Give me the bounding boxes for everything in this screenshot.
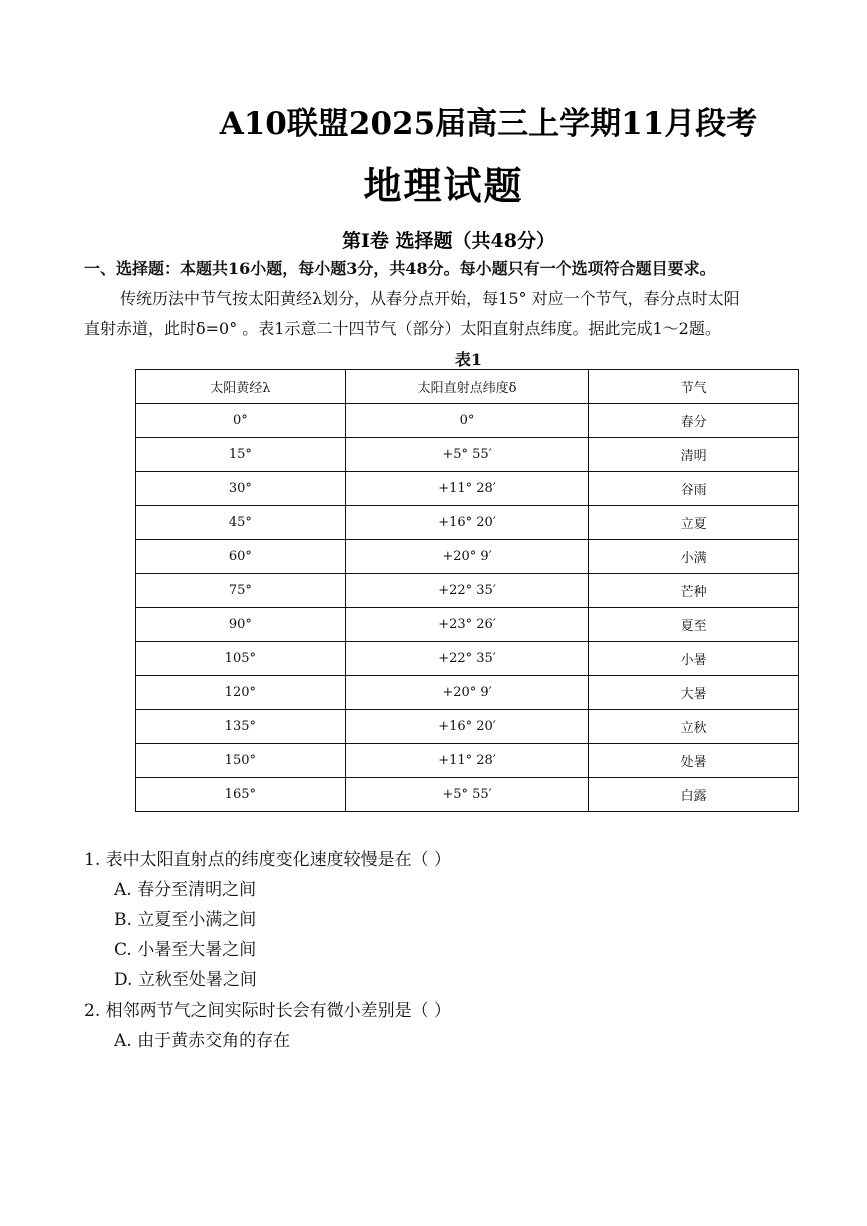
question-1-option-b: B. 立夏至小满之间	[114, 910, 257, 930]
cell-longitude: 75°	[136, 574, 346, 608]
subject-title: 地理试题	[363, 163, 524, 208]
table-row	[136, 472, 799, 506]
cell-solar-term: 处暑	[589, 744, 799, 778]
cell-latitude: +16° 20′	[345, 506, 589, 540]
table-row	[136, 574, 799, 608]
table-row	[136, 778, 799, 812]
cell-longitude: 0°	[136, 404, 346, 438]
table-row	[136, 506, 799, 540]
cell-solar-term: 夏至	[589, 608, 799, 642]
question-1-stem: 1. 表中太阳直射点的纬度变化速度较慢是在（ ）	[84, 850, 452, 870]
cell-solar-term: 大暑	[589, 676, 799, 710]
cell-solar-term: 春分	[589, 404, 799, 438]
exam-title: A10联盟2025届高三上学期11月段考	[219, 106, 758, 142]
cell-latitude: +5° 55′	[345, 778, 589, 812]
table-caption: 表1	[454, 350, 483, 369]
cell-latitude: +16° 20′	[345, 710, 589, 744]
cell-latitude: +22° 35′	[345, 642, 589, 676]
cell-latitude: +5° 55′	[345, 438, 589, 472]
cell-longitude: 15°	[136, 438, 346, 472]
table-row	[136, 676, 799, 710]
cell-solar-term: 白露	[589, 778, 799, 812]
header-latitude: 太阳直射点纬度δ	[345, 370, 589, 404]
cell-solar-term: 立夏	[589, 506, 799, 540]
solar-terms-table	[135, 369, 799, 812]
table-row	[136, 744, 799, 778]
cell-longitude: 60°	[136, 540, 346, 574]
question-2-option-a: A. 由于黄赤交角的存在	[114, 1031, 291, 1051]
part-heading: 一、选择题：本题共16小题，每小题3分，共48分。每小题只有一个选项符合题目要求。	[84, 259, 716, 278]
cell-longitude: 30°	[136, 472, 346, 506]
cell-longitude: 105°	[136, 642, 346, 676]
question-2-stem: 2. 相邻两节气之间实际时长会有微小差别是（ ）	[84, 1001, 452, 1021]
table-row	[136, 710, 799, 744]
cell-longitude: 90°	[136, 608, 346, 642]
section-title: 第Ⅰ卷 选择题（共48分）	[342, 230, 555, 252]
table-row	[136, 608, 799, 642]
cell-solar-term: 立秋	[589, 710, 799, 744]
table-row	[136, 438, 799, 472]
cell-latitude: +20° 9′	[345, 540, 589, 574]
cell-solar-term: 芒种	[589, 574, 799, 608]
table-row	[136, 404, 799, 438]
cell-latitude: +20° 9′	[345, 676, 589, 710]
intro-text-line: 直射赤道，此时δ=0° 。表1示意二十四节气（部分）太阳直射点纬度。据此完成1～2题。	[84, 319, 721, 338]
cell-latitude: 0°	[345, 404, 589, 438]
table-header-row	[136, 370, 799, 404]
cell-longitude: 120°	[136, 676, 346, 710]
cell-latitude: +11° 28′	[345, 472, 589, 506]
cell-longitude: 165°	[136, 778, 346, 812]
cell-longitude: 135°	[136, 710, 346, 744]
header-longitude: 太阳黄经λ	[136, 370, 346, 404]
intro-text-line: 传统历法中节气按太阳黄经λ划分，从春分点开始，每15° 对应一个节气，春分点时太阳	[120, 289, 740, 308]
question-1-option-c: C. 小暑至大暑之间	[114, 940, 257, 960]
cell-latitude: +22° 35′	[345, 574, 589, 608]
header-solar-term: 节气	[589, 370, 799, 404]
cell-solar-term: 小满	[589, 540, 799, 574]
table-row	[136, 642, 799, 676]
cell-latitude: +23° 26′	[345, 608, 589, 642]
cell-solar-term: 谷雨	[589, 472, 799, 506]
cell-latitude: +11° 28′	[345, 744, 589, 778]
cell-solar-term: 小暑	[589, 642, 799, 676]
question-1-option-a: A. 春分至清明之间	[114, 880, 257, 900]
question-1-option-d: D. 立秋至处暑之间	[114, 970, 257, 990]
cell-longitude: 150°	[136, 744, 346, 778]
cell-longitude: 45°	[136, 506, 346, 540]
table-row	[136, 540, 799, 574]
cell-solar-term: 清明	[589, 438, 799, 472]
